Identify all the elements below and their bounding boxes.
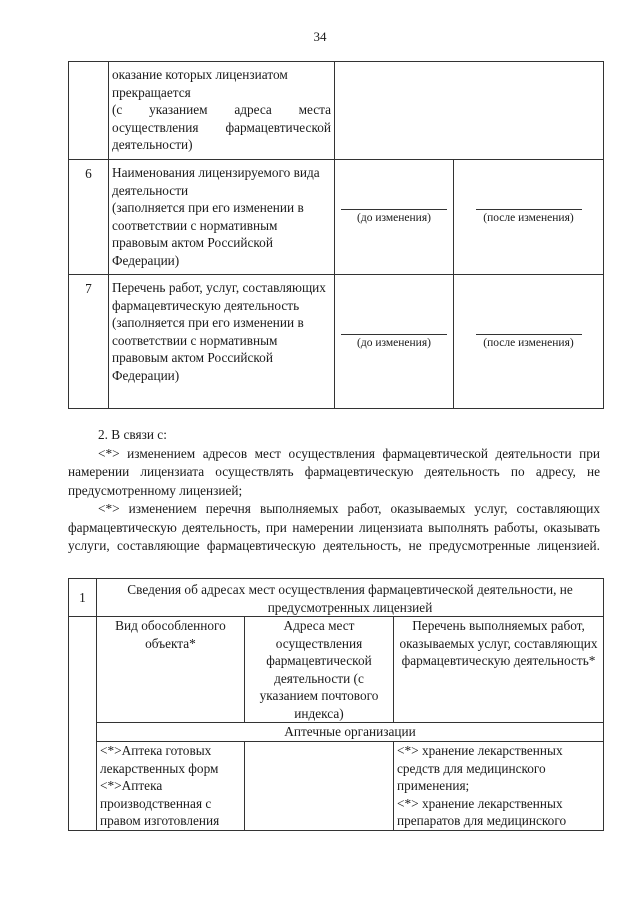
section-heading: 2. В связи с: (98, 427, 167, 442)
column-header: Вид обособленного объекта* (97, 617, 245, 723)
table-row (69, 160, 604, 275)
description-text: Наименования лицензируемого вида деятельности (112, 165, 320, 198)
table-row (69, 275, 604, 409)
signature-line (476, 334, 582, 335)
reason-item: <*> изменением адресов мест осуществления фармацевтической деятельности при намерении лицензиата осуществлять фармацевтическую деятельность по адресу, не предусмотренному лицензией; (68, 445, 600, 498)
column-header: Адреса мест осуществления фармацевтической деятельности (с указанием почтового индекса) (245, 617, 394, 723)
after-change-cell (454, 275, 604, 409)
description-cell (109, 275, 335, 409)
table-row (69, 579, 604, 617)
object-type: <*>Аптека готовых лекарственных форм (100, 743, 219, 776)
section-2 (68, 426, 600, 556)
row-number: 1 (69, 579, 97, 617)
column-header: Перечень выполняемых работ, оказываемых услуг, составляющих фармацевтическую деятельность* (394, 617, 604, 723)
value-cell (335, 62, 604, 160)
table-row (69, 723, 604, 742)
before-change-caption: (до изменения) (357, 212, 431, 224)
group-header: Аптечные организации (97, 723, 604, 742)
address-cell (245, 742, 394, 831)
work-item: <*> хранение лекарственных средств для медицинского применения; (397, 743, 563, 793)
description-note: (заполняется при его изменении в соответствии с нормативным правовым актом Российской Федерации) (112, 200, 304, 268)
after-change-caption: (после изменения) (483, 336, 574, 349)
description-note: (заполняется при его изменении в соответствии с нормативным правовым актом Российской Федерации) (112, 315, 304, 383)
table-title: Сведения об адресах мест осуществления фармацевтической деятельности, не предусмотренных лицензией (97, 579, 604, 617)
addresses-table (68, 578, 604, 831)
table-row (69, 617, 604, 723)
reason-item: <*> изменением перечня выполняемых работ, оказываемых услуг, составляющих фармацевтическую деятельность, при намерении лицензиата выполнять работы, оказывать услуги, составляющие фармацевтическую деятельность, не предусмотренные лицензией. (68, 501, 600, 553)
object-type: <*>Аптека производственная с правом изготовления (100, 778, 220, 828)
signature-line (476, 209, 582, 210)
after-change-caption: (после изменения) (483, 212, 574, 224)
before-change-cell (335, 160, 454, 275)
row-number: 6 (69, 160, 109, 275)
description-text: Перечень работ, услуг, составляющих фармацевтическую деятельность (112, 280, 326, 313)
row-number-cell (69, 617, 97, 831)
object-type-cell (97, 742, 245, 831)
work-item: <*> хранение лекарственных препаратов для медицинского (397, 795, 567, 828)
description-cell (109, 160, 335, 275)
row-number: 7 (69, 275, 109, 409)
row-number-cell (69, 62, 109, 160)
before-change-caption: (до изменения) (357, 336, 431, 349)
works-cell (394, 742, 604, 831)
page-number: 34 (313, 29, 327, 44)
after-change-cell (454, 160, 604, 275)
description-cell (109, 62, 335, 160)
before-change-cell (335, 275, 454, 409)
table-row (69, 62, 604, 160)
signature-line (341, 334, 447, 335)
description-text: оказание которых лицензиатом прекращается (112, 67, 288, 100)
description-note: (с указанием адреса места осуществления фармацевтической деятельности) (112, 102, 331, 152)
signature-line (341, 209, 447, 210)
license-changes-table (68, 61, 604, 409)
table-row (69, 742, 604, 831)
